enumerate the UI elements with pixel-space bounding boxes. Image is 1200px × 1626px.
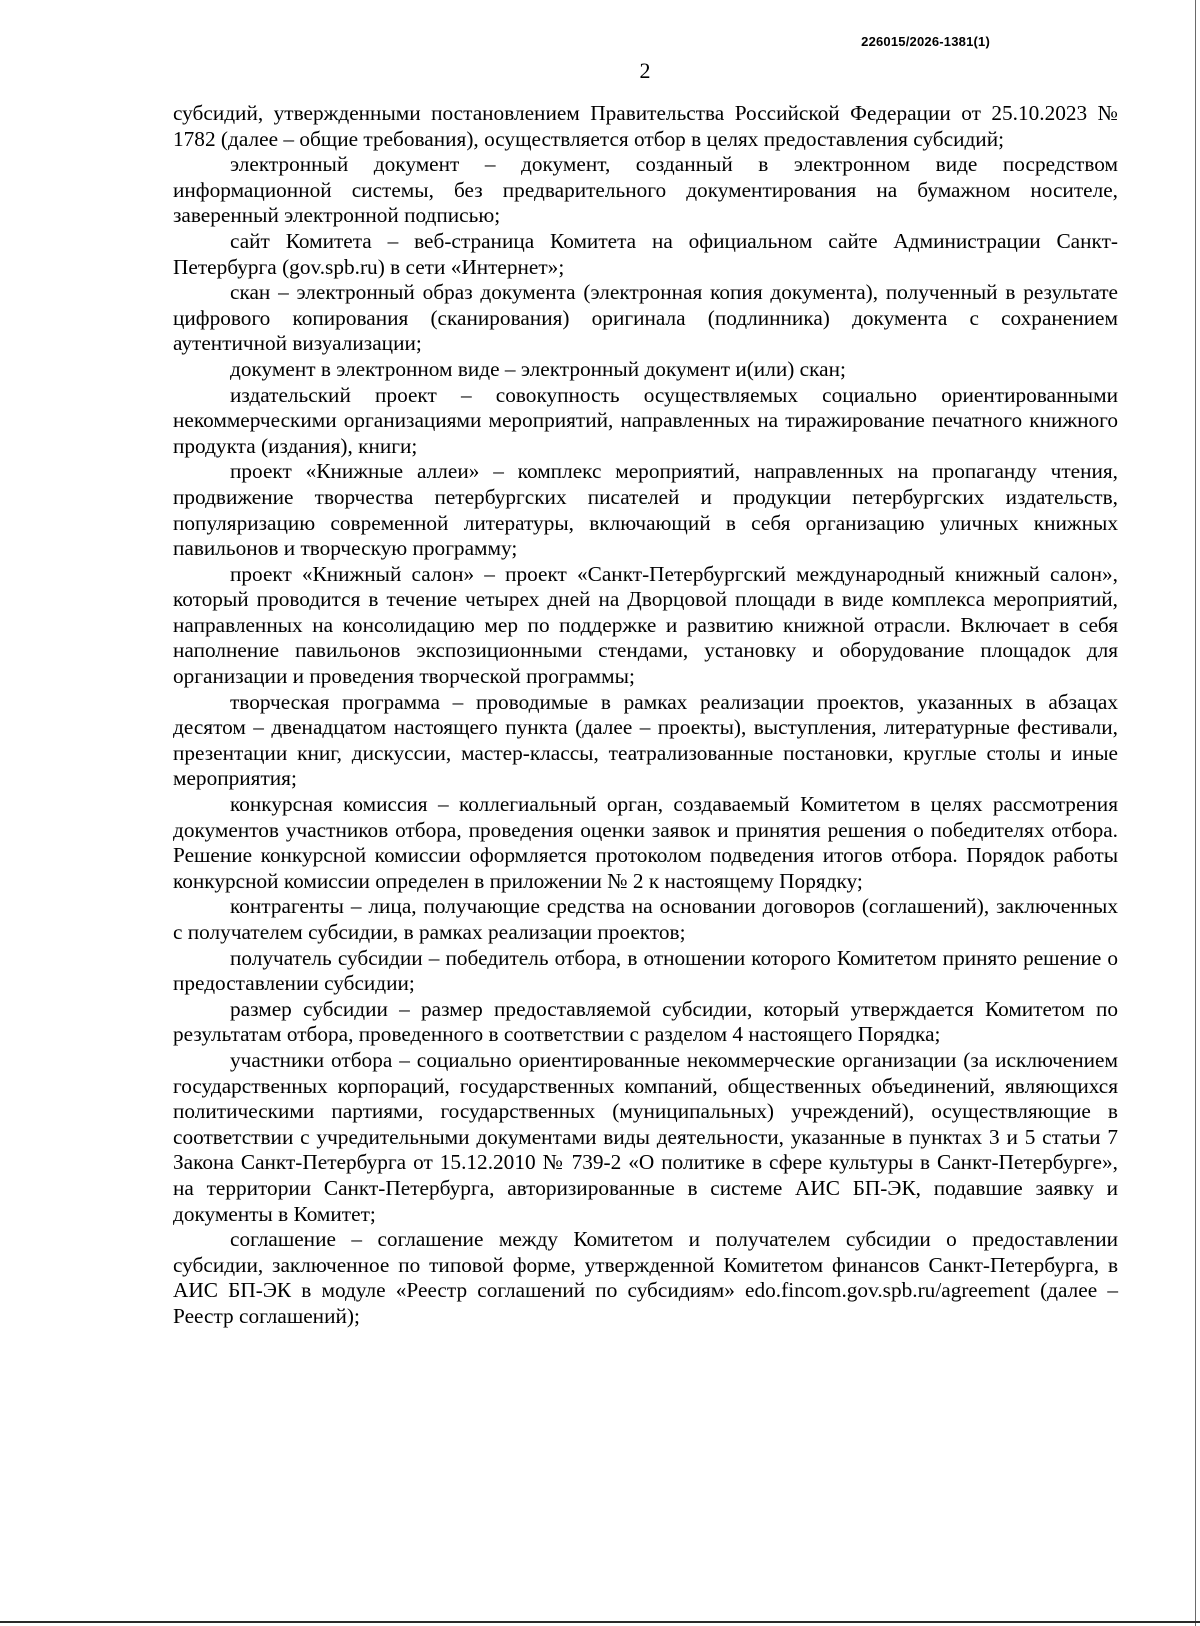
definition-book-salon-project: проект «Книжный салон» – проект «Санкт-Петербургский международный книжный салон», который проводится в течение четырех дней на Дворцовой площади в виде комплекса мероприятий, направленных на консолидацию мер по поддержке и развитию книжной отрасли. Включает в себя наполнение павильонов экспозиционными стендами, установку и оборудование площадок для организации и проведения творческой программы; xyxy=(173,561,1118,689)
definition-agreement: соглашение – соглашение между Комитетом и получателем субсидии о предоставлении субсидии, заключенное по типовой форме, утвержденной Комитетом финансов Санкт-Петербурга, в АИС БП-ЭК в модуле «Реестр соглашений по субсидиям» edo.fincom.gov.spb.ru/agreement (далее – Реестр соглашений); xyxy=(173,1227,1118,1328)
definition-creative-program: творческая программа – проводимые в рамках реализации проектов, указанных в абзацах десятом – двенадцатом настоящего пункта (далее – проекты), выступления, литературные фестивали, презентации книг, дискуссии, мастер-классы, театрализованные постановки, круглые столы и иные мероприятия; xyxy=(173,689,1118,791)
definition-selection-participants: участники отбора – социально ориентированные некоммерческие организации (за исключением государственных корпораций, государственных компаний, общественных объединений, являющихся политическими партиями, государственных (муниципальных) учреждений), осуществляющие в соответствии с учредительными документами виды деятельности, указанные в пунктах 3 и 5 статьи 7 Закона Санкт-Петербурга от 15.12.2010 № 739-2 «О политике в сфере культуры в Санкт-Петербурге», на территории Санкт-Петербурга, авторизированные в системе АИС БП-ЭК, подавшие заявку и документы в Комитет; xyxy=(173,1047,1118,1226)
definition-publishing-project: издательский проект – совокупность осуществляемых социально ориентированными некоммерческими организациями мероприятий, направленных на тиражирование печатного книжного продукта (издания), книги; xyxy=(173,382,1118,458)
page-number: 2 xyxy=(639,58,651,83)
definition-committee-site: сайт Комитета – веб-страница Комитета на официальном сайте Администрации Санкт-Петербурга (gov.spb.ru) в сети «Интернет»; xyxy=(173,228,1118,279)
paragraph-continuation: субсидий, утвержденными постановлением Правительства Российской Федерации от 25.10.2023 № 1782 (далее – общие требования), осуществляется отбор в целях предоставления субсидий; xyxy=(173,101,1118,151)
definition-book-alleys-project: проект «Книжные аллеи» – комплекс мероприятий, направленных на пропаганду чтения, продвижение творчества петербургских писателей и продукции петербургских издательств, популяризацию современной литературы, включающий в себя организацию уличных книжных павильонов и творческую программу; xyxy=(173,459,1118,561)
document-body xyxy=(173,101,1118,1330)
scan-right-edge-line xyxy=(1195,0,1196,1626)
definition-competition-commission: конкурсная комиссия – коллегиальный орган, создаваемый Комитетом в целях рассмотрения документов участников отбора, проведения оценки заявок и принятия решения о победителях отбора. Решение конкурсной комиссии оформляется протоколом подведения итогов отбора. Порядок работы конкурсной комиссии определен в приложении № 2 к настоящему Порядку; xyxy=(173,792,1118,893)
definition-contractors: контрагенты – лица, получающие средства на основании договоров (соглашений), заключенных с получателем субсидии, в рамках реализации проектов; xyxy=(173,894,1118,944)
definition-subsidy-recipient: получатель субсидии – победитель отбора, в отношении которого Комитетом принято решение о предоставлении субсидии; xyxy=(173,945,1118,996)
definition-electronic-form-document: документ в электронном виде – электронный документ и(или) скан; xyxy=(230,356,846,381)
definition-electronic-document: электронный документ – документ, созданный в электронном виде посредством информационной системы, без предварительного документирования на бумажном носителе, заверенный электронной подписью; xyxy=(173,152,1118,228)
scan-bottom-edge-line xyxy=(0,1621,1200,1623)
definition-subsidy-amount: размер субсидии – размер предоставляемой субсидии, который утверждается Комитетом по результатам отбора, проведенного в соответствии с разделом 4 настоящего Порядка; xyxy=(173,996,1118,1047)
document-registration-number: 226015/2026-1381(1) xyxy=(861,34,990,49)
definition-scan: скан – электронный образ документа (электронная копия документа), полученный в результате цифрового копирования (сканирования) оригинала (подлинника) документа с сохранением аутентичной визуализации; xyxy=(173,280,1118,356)
